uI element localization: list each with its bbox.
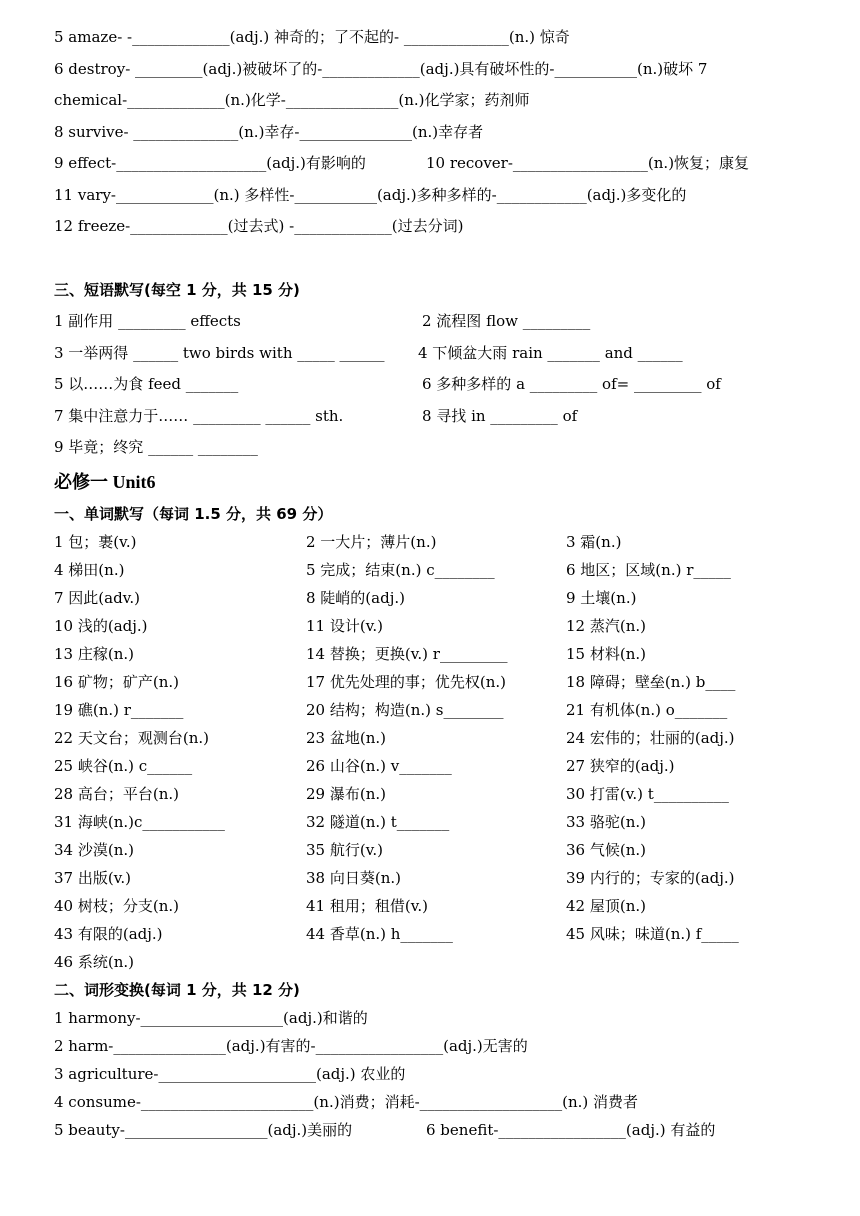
vocab-grid: [54, 528, 794, 976]
vocab-item: 35 航行(v.): [306, 840, 384, 859]
vocab-item: 42 屋顶(n.): [566, 896, 646, 915]
phrase-item: 2 流程图 flow _________: [422, 312, 591, 330]
phrase-row: [54, 401, 794, 433]
vocab-item: 24 宏伟的；壮丽的(adj.): [566, 728, 735, 747]
vocab-item: 18 障碍；壁垒(n.) b____: [566, 672, 736, 691]
word-form-pair-row: [54, 148, 794, 180]
vocab-item: 13 庄稼(n.): [54, 644, 134, 663]
vocab-item: 22 天文台；观测台(n.): [54, 728, 209, 747]
word-form-item: 10 recover-__________________(n.)恢复；康复: [426, 154, 750, 172]
vocab-section: [54, 500, 794, 976]
vocab-item: 26 山谷(n.) v_______: [306, 756, 452, 775]
word-form-line: 3 agriculture-_____________________(adj.) 农业的: [54, 1064, 406, 1083]
vocab-row: [54, 612, 794, 640]
phrase-item: 7 集中注意力于…… _________ ______ sth.: [54, 406, 344, 425]
word-forms-continued: [54, 22, 794, 243]
vocab-item: 16 矿物；矿产(n.): [54, 672, 179, 691]
vocab-item: 41 租用；租借(v.): [306, 896, 429, 915]
vocab-item: 12 蒸汽(n.): [566, 616, 646, 635]
phrases-section: [54, 275, 794, 464]
vocab-item: 2 一大片；薄片(n.): [306, 532, 437, 551]
vocab-item: 20 结构；构造(n.) s________: [306, 700, 504, 719]
vocab-item: 15 材料(n.): [566, 644, 646, 663]
word-form-line: 1 harmony-___________________(adj.)和谐的: [54, 1008, 368, 1027]
vocab-row: [54, 808, 794, 836]
vocab-row: [54, 640, 794, 668]
word-form-line: 5 amaze- -_____________(adj.) 神奇的；了不起的- ______________(n.) 惊奇: [54, 28, 570, 46]
vocab-item: 46 系统(n.): [54, 952, 134, 971]
phrase-item: 3 一举两得 ______ two birds with _____ ______: [54, 343, 385, 362]
word-form-line: chemical-_____________(n.)化学-_______________(n.)化学家；药剂师: [54, 91, 530, 109]
vocab-row: [54, 668, 794, 696]
phrase-item: 9 毕竟；终究 ______ ________: [54, 438, 258, 456]
vocab-item: 31 海峡(n.)c___________: [54, 812, 225, 831]
vocab-item: 11 设计(v.): [306, 616, 384, 635]
vocab-row: [54, 780, 794, 808]
vocab-item: 23 盆地(n.): [306, 728, 386, 747]
vocab-item: 36 气候(n.): [566, 840, 646, 859]
vocab-item: 4 梯田(n.): [54, 560, 125, 579]
vocab-item: 21 有机体(n.) o_______: [566, 700, 728, 719]
vocab-item: 27 狭窄的(adj.): [566, 756, 675, 775]
vocab-item: 34 沙漠(n.): [54, 840, 134, 859]
vocab-item: 37 出版(v.): [54, 868, 132, 887]
phrase-row: [54, 338, 794, 370]
vocab-item: 19 礁(n.) r_______: [54, 700, 184, 719]
word-form-line: 2 harm-_______________(adj.)有害的-_________________(adj.)无害的: [54, 1036, 528, 1055]
vocab-row: [54, 584, 794, 612]
vocab-item: 29 瀑布(n.): [306, 784, 386, 803]
vocab-item: 3 霜(n.): [566, 532, 622, 551]
phrase-item: 5 以……为食 feed _______: [54, 375, 239, 393]
vocab-row: [54, 724, 794, 752]
vocab-item: 5 完成；结束(n.) c________: [306, 560, 495, 579]
vocab-item: 10 浅的(adj.): [54, 616, 148, 635]
vocab-item: 30 打雷(v.) t__________: [566, 784, 729, 803]
phrase-row: [54, 306, 794, 338]
vocab-row: [54, 920, 794, 948]
vocab-row: [54, 892, 794, 920]
vocab-item: 25 峡谷(n.) c______: [54, 756, 193, 775]
vocab-row: [54, 696, 794, 724]
section-heading: 三、短语默写(每空 1 分，共 15 分): [54, 280, 300, 299]
vocab-row: [54, 752, 794, 780]
word-form-line: 11 vary-_____________(n.) 多样性-___________(adj.)多种多样的-____________(adj.)多变化的: [54, 185, 687, 204]
word-form-line: 4 consume-_______________________(n.)消费；消耗-___________________(n.) 消费者: [54, 1092, 639, 1111]
vocab-item: 7 因此(adv.): [54, 588, 141, 607]
worksheet-page: [54, 22, 794, 1144]
vocab-item: 1 包；裹(v.): [54, 532, 137, 551]
phrase-item: 4 下倾盆大雨 rain _______ and ______: [418, 343, 683, 362]
word-form-pair-row: [54, 1116, 794, 1144]
vocab-row: [54, 836, 794, 864]
section-gap: [54, 243, 794, 275]
vocab-item: 6 地区；区域(n.) r_____: [566, 560, 731, 579]
word-form-line: 12 freeze-_____________(过去式) -_____________(过去分词): [54, 217, 464, 235]
phrase-row: [54, 369, 794, 401]
vocab-item: 44 香草(n.) h_______: [306, 924, 453, 943]
phrase-item: 1 副作用 _________ effects: [54, 312, 241, 330]
vocab-row: [54, 528, 794, 556]
phrase-row: [54, 432, 794, 464]
vocab-item: 17 优先处理的事；优先权(n.): [306, 672, 506, 691]
word-form-item: 6 benefit-_________________(adj.) 有益的: [426, 1120, 716, 1139]
word-form-item: 9 effect-____________________(adj.)有影响的: [54, 154, 366, 172]
word-form-line: 6 destroy- _________(adj.)被破坏了的-_____________(adj.)具有破坏性的-___________(n.)破坏 7: [54, 59, 708, 78]
vocab-item: 9 土壤(n.): [566, 588, 637, 607]
vocab-row: [54, 556, 794, 584]
word-form-line: 8 survive- ______________(n.)幸存-_______________(n.)幸存者: [54, 122, 484, 141]
vocab-item: 45 风味；味道(n.) f_____: [566, 924, 739, 943]
vocab-item: 14 替换；更换(v.) r_________: [306, 644, 508, 663]
vocab-row: [54, 948, 794, 976]
vocab-item: 28 高台；平台(n.): [54, 784, 179, 803]
vocab-item: 38 向日葵(n.): [306, 868, 401, 887]
word-forms-section: [54, 976, 794, 1144]
section-heading: 一、单词默写（每词 1.5 分，共 69 分）: [54, 504, 333, 523]
vocab-item: 40 树枝；分支(n.): [54, 896, 179, 915]
vocab-item: 8 陡峭的(adj.): [306, 588, 405, 607]
vocab-item: 43 有限的(adj.): [54, 924, 163, 943]
phrase-item: 6 多种多样的 a _________ of= _________ of: [422, 375, 721, 393]
word-form-item: 5 beauty-___________________(adj.)美丽的: [54, 1120, 353, 1139]
unit-title: 必修一 Unit6: [54, 471, 156, 492]
vocab-item: 33 骆驼(n.): [566, 812, 646, 831]
vocab-item: 32 隧道(n.) t_______: [306, 812, 450, 831]
vocab-item: 39 内行的；专家的(adj.): [566, 868, 735, 887]
section-heading: 二、词形变换(每词 1 分，共 12 分): [54, 980, 300, 999]
phrase-item: 8 寻找 in _________ of: [422, 406, 578, 425]
vocab-row: [54, 864, 794, 892]
